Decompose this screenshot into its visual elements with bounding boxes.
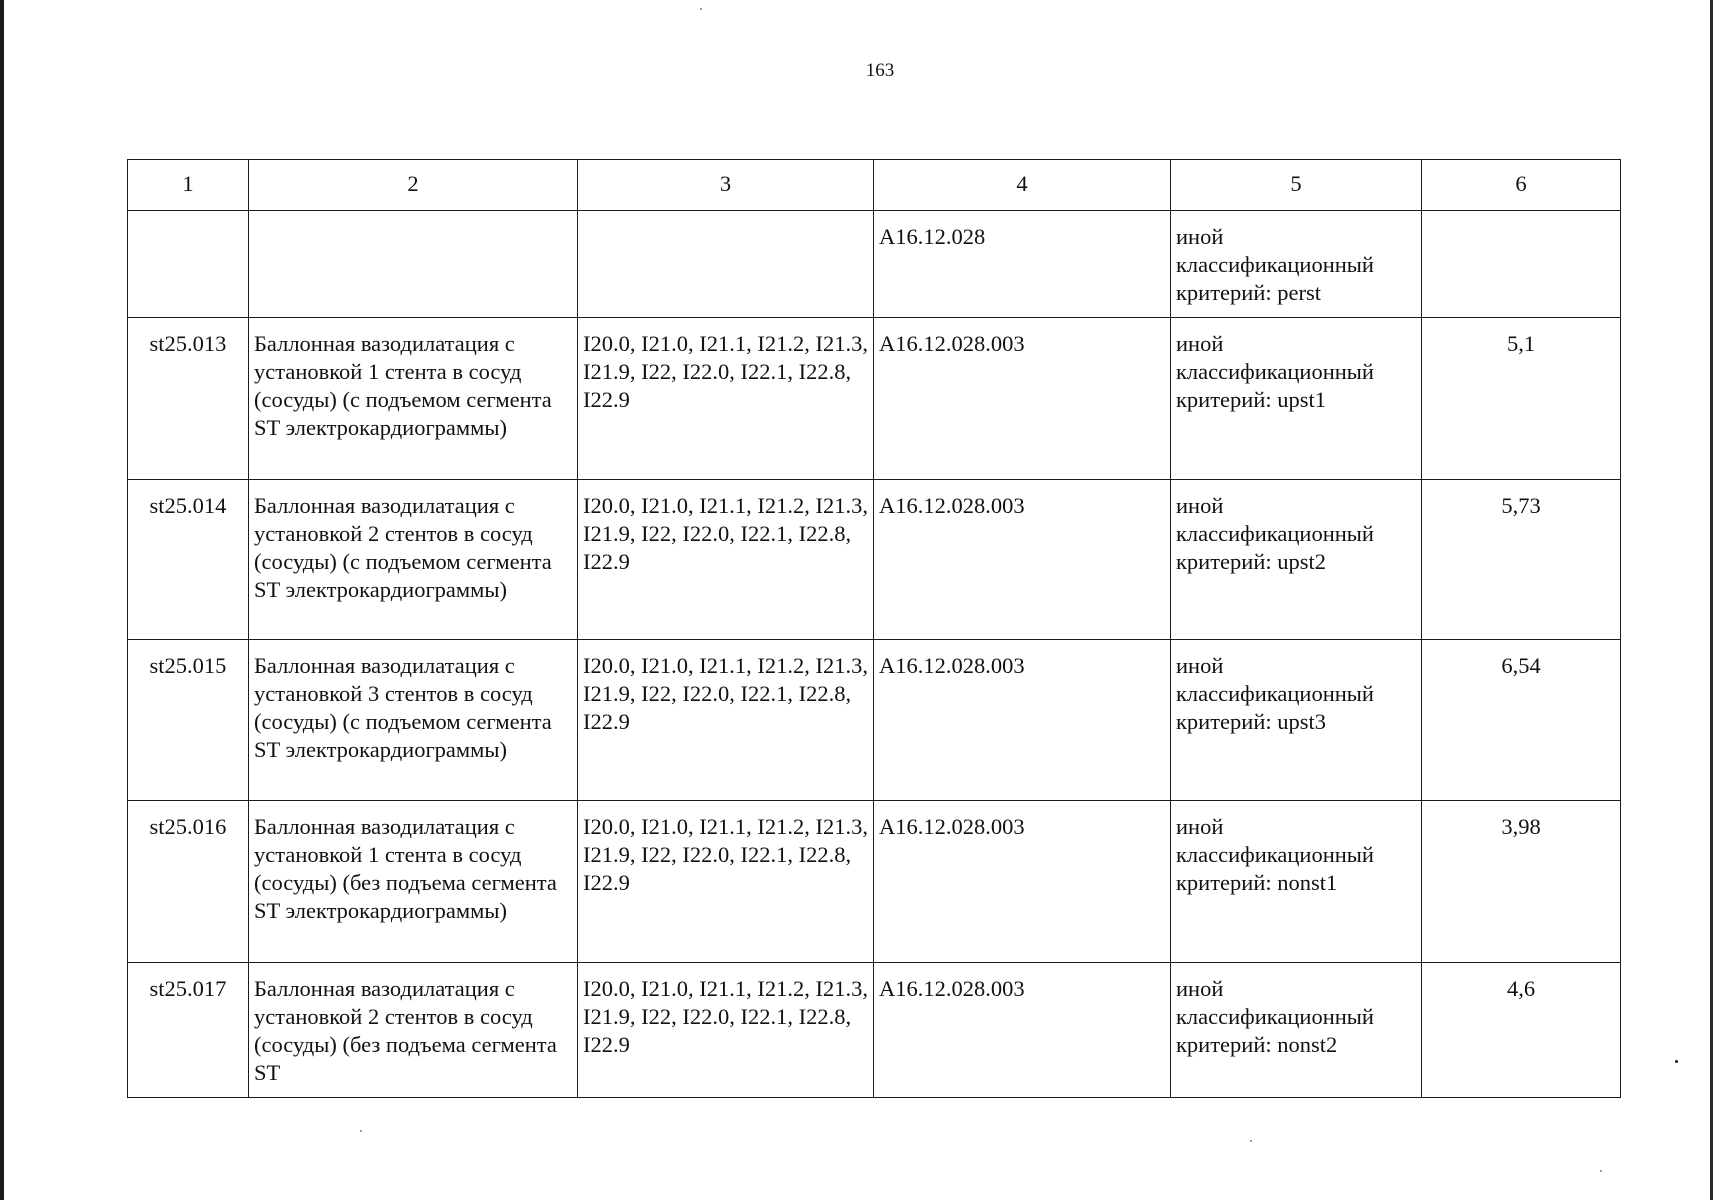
row-code: st25.014: [128, 480, 249, 640]
row-diagnoses: I20.0, I21.0, I21.1, I21.2, I21.3, I21.9, I22, I22.0, I22.1, I22.8, I22.9: [578, 318, 874, 480]
row-criterion: иной классификационный критерий: nonst1: [1171, 801, 1422, 963]
table-row: [128, 211, 1621, 318]
header-cell-3: 3: [578, 160, 874, 211]
table-row: [128, 640, 1621, 801]
row-diagnoses: I20.0, I21.0, I21.1, I21.2, I21.3, I21.9, I22, I22.0, I22.1, I22.8, I22.9: [578, 963, 874, 1098]
row-code: st25.017: [128, 963, 249, 1098]
row-criterion: иной классификационный критерий: nonst2: [1171, 963, 1422, 1098]
row-coefficient: 3,98: [1422, 801, 1621, 963]
row-diagnoses: I20.0, I21.0, I21.1, I21.2, I21.3, I21.9, I22, I22.0, I22.1, I22.8, I22.9: [578, 801, 874, 963]
row-criterion: иной классификационный критерий: upst2: [1171, 480, 1422, 640]
row-coefficient: 5,1: [1422, 318, 1621, 480]
scan-speck: [1250, 1140, 1252, 1142]
table-row: [128, 801, 1621, 963]
row-service: A16.12.028.003: [874, 480, 1171, 640]
row-name: Баллонная вазодилатация с установкой 1 стента в сосуд (сосуды) (без подъема сегмента ST электрокардиограммы): [249, 801, 578, 963]
scan-speck: [1600, 1170, 1602, 1172]
row-criterion: иной классификационный критерий: perst: [1171, 211, 1422, 318]
row-coefficient: 4,6: [1422, 963, 1621, 1098]
row-diagnoses: [578, 211, 874, 318]
header-cell-4: 4: [874, 160, 1171, 211]
row-service: A16.12.028.003: [874, 318, 1171, 480]
row-code: st25.016: [128, 801, 249, 963]
scan-speck: [360, 1130, 362, 1132]
tariff-table: [127, 159, 1621, 1098]
row-diagnoses: I20.0, I21.0, I21.1, I21.2, I21.3, I21.9, I22, I22.0, I22.1, I22.8, I22.9: [578, 640, 874, 801]
row-code: st25.015: [128, 640, 249, 801]
row-service: A16.12.028.003: [874, 963, 1171, 1098]
scan-left-edge: [0, 0, 4, 1200]
row-coefficient: 5,73: [1422, 480, 1621, 640]
row-coefficient: 6,54: [1422, 640, 1621, 801]
row-name: Баллонная вазодилатация с установкой 2 стентов в сосуд (сосуды) (без подъема сегмента ST: [249, 963, 578, 1098]
table-header-row: [128, 160, 1621, 211]
row-criterion: иной классификационный критерий: upst1: [1171, 318, 1422, 480]
row-service: A16.12.028.003: [874, 640, 1171, 801]
row-criterion: иной классификационный критерий: upst3: [1171, 640, 1422, 801]
header-cell-1: 1: [128, 160, 249, 211]
row-name: Баллонная вазодилатация с установкой 3 стентов в сосуд (сосуды) (с подъемом сегмента ST электрокардиограммы): [249, 640, 578, 801]
row-service: A16.12.028.003: [874, 801, 1171, 963]
table-row: [128, 318, 1621, 480]
table-row: [128, 480, 1621, 640]
row-diagnoses: I20.0, I21.0, I21.1, I21.2, I21.3, I21.9, I22, I22.0, I22.1, I22.8, I22.9: [578, 480, 874, 640]
scan-speck: [1675, 1060, 1678, 1063]
table-row: [128, 963, 1621, 1098]
row-service: A16.12.028: [874, 211, 1171, 318]
row-name: Баллонная вазодилатация с установкой 1 стента в сосуд (сосуды) (с подъемом сегмента ST электрокардиограммы): [249, 318, 578, 480]
header-cell-5: 5: [1171, 160, 1422, 211]
row-name: [249, 211, 578, 318]
row-coefficient: [1422, 211, 1621, 318]
header-cell-6: 6: [1422, 160, 1621, 211]
row-name: Баллонная вазодилатация с установкой 2 стентов в сосуд (сосуды) (с подъемом сегмента ST электрокардиограммы): [249, 480, 578, 640]
header-cell-2: 2: [249, 160, 578, 211]
page-number: 163: [865, 60, 895, 81]
row-code: [128, 211, 249, 318]
scan-speck: [700, 8, 702, 10]
row-code: st25.013: [128, 318, 249, 480]
